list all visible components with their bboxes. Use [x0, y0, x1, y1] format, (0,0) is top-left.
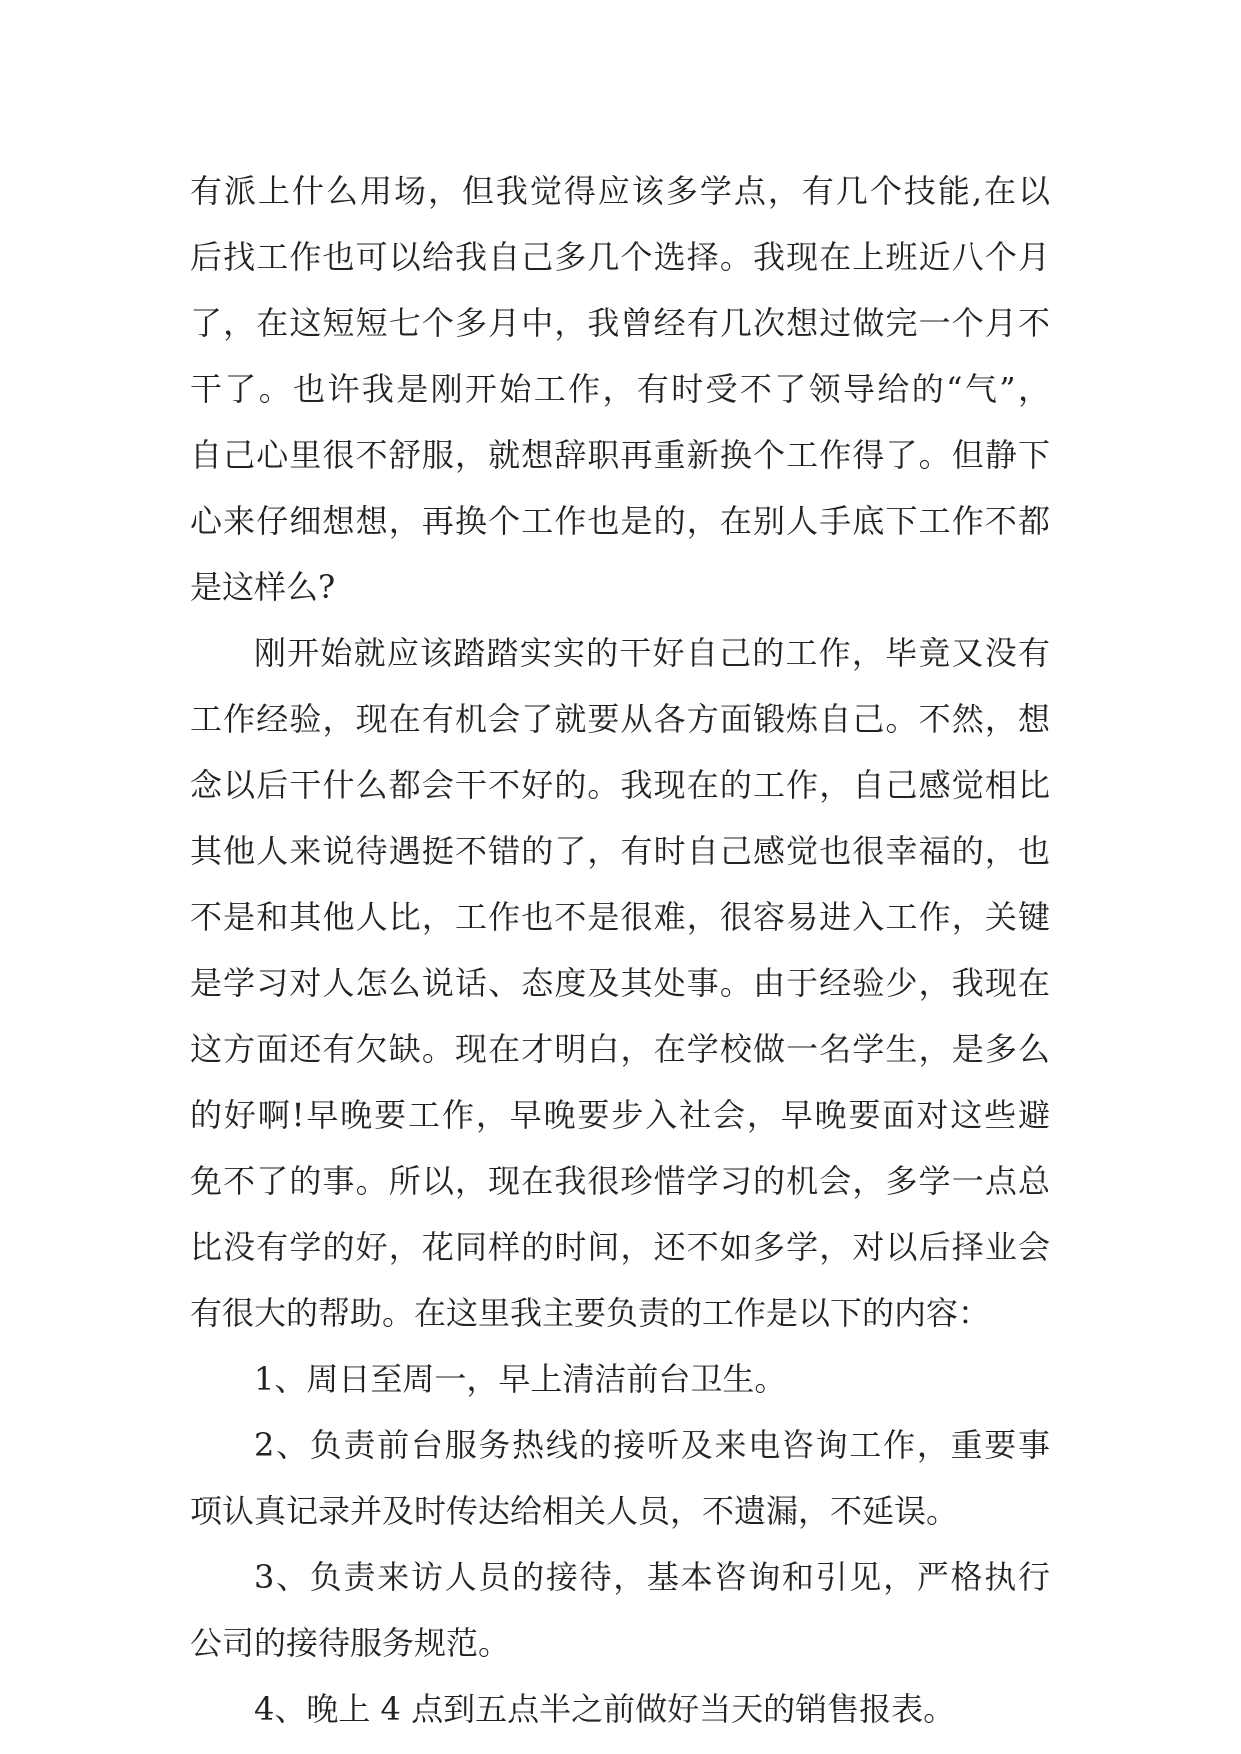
text-line: 这方面还有欠缺。现在才明白，在学校做一名学生，是多么 [190, 1030, 1050, 1068]
text-line: 有派上什么用场，但我觉得应该多学点，有几个技能,在以 [190, 172, 1050, 210]
text-line: 后找工作也可以给我自己多几个选择。我现在上班近八个月 [190, 238, 1050, 276]
document-body [190, 158, 1050, 1742]
text-line: 其他人来说待遇挺不错的了，有时自己感觉也很幸福的，也 [190, 832, 1050, 870]
list-item-1: 1、周日至周一，早上清洁前台卫生。 [254, 1360, 787, 1398]
text-line: 心来仔细想想，再换个工作也是的，在别人手底下工作不都 [190, 502, 1050, 540]
text-line: 比没有学的好，花同样的时间，还不如多学，对以后择业会 [190, 1228, 1050, 1266]
text-line: 是这样么? [190, 568, 336, 606]
text-line: 是学习对人怎么说话、态度及其处事。由于经验少，我现在 [190, 964, 1050, 1002]
text-line: 了，在这短短七个多月中，我曾经有几次想过做完一个月不 [190, 304, 1050, 342]
text-line: 项认真记录并及时传达给相关人员，不遗漏，不延误。 [190, 1492, 959, 1530]
text-line: 工作经验，现在有机会了就要从各方面锻炼自己。不然，想 [190, 700, 1050, 738]
text-line: 公司的接待服务规范。 [190, 1624, 511, 1662]
text-line: 免不了的事。所以，现在我很珍惜学习的机会，多学一点总 [190, 1162, 1050, 1200]
list-item-4: 4、晚上 4 点到五点半之前做好当天的销售报表。 [254, 1690, 956, 1728]
list-item-2: 2、负责前台服务热线的接听及来电咨询工作，重要事 [254, 1426, 1050, 1464]
list-item-3: 3、负责来访人员的接待，基本咨询和引见，严格执行 [254, 1558, 1050, 1596]
text-line: 念以后干什么都会干不好的。我现在的工作，自己感觉相比 [190, 766, 1050, 804]
text-line: 有很大的帮助。在这里我主要负责的工作是以下的内容： [190, 1294, 991, 1332]
paragraph-first-line: 刚开始就应该踏踏实实的干好自己的工作，毕竟又没有 [254, 634, 1050, 672]
text-line: 的好啊!早晚要工作，早晚要步入社会，早晚要面对这些避 [190, 1096, 1050, 1134]
text-line: 干了。也许我是刚开始工作，有时受不了领导给的“气”， [190, 370, 1050, 408]
text-line: 不是和其他人比，工作也不是很难，很容易进入工作，关键 [190, 898, 1050, 936]
text-line: 自己心里很不舒服，就想辞职再重新换个工作得了。但静下 [190, 436, 1050, 474]
